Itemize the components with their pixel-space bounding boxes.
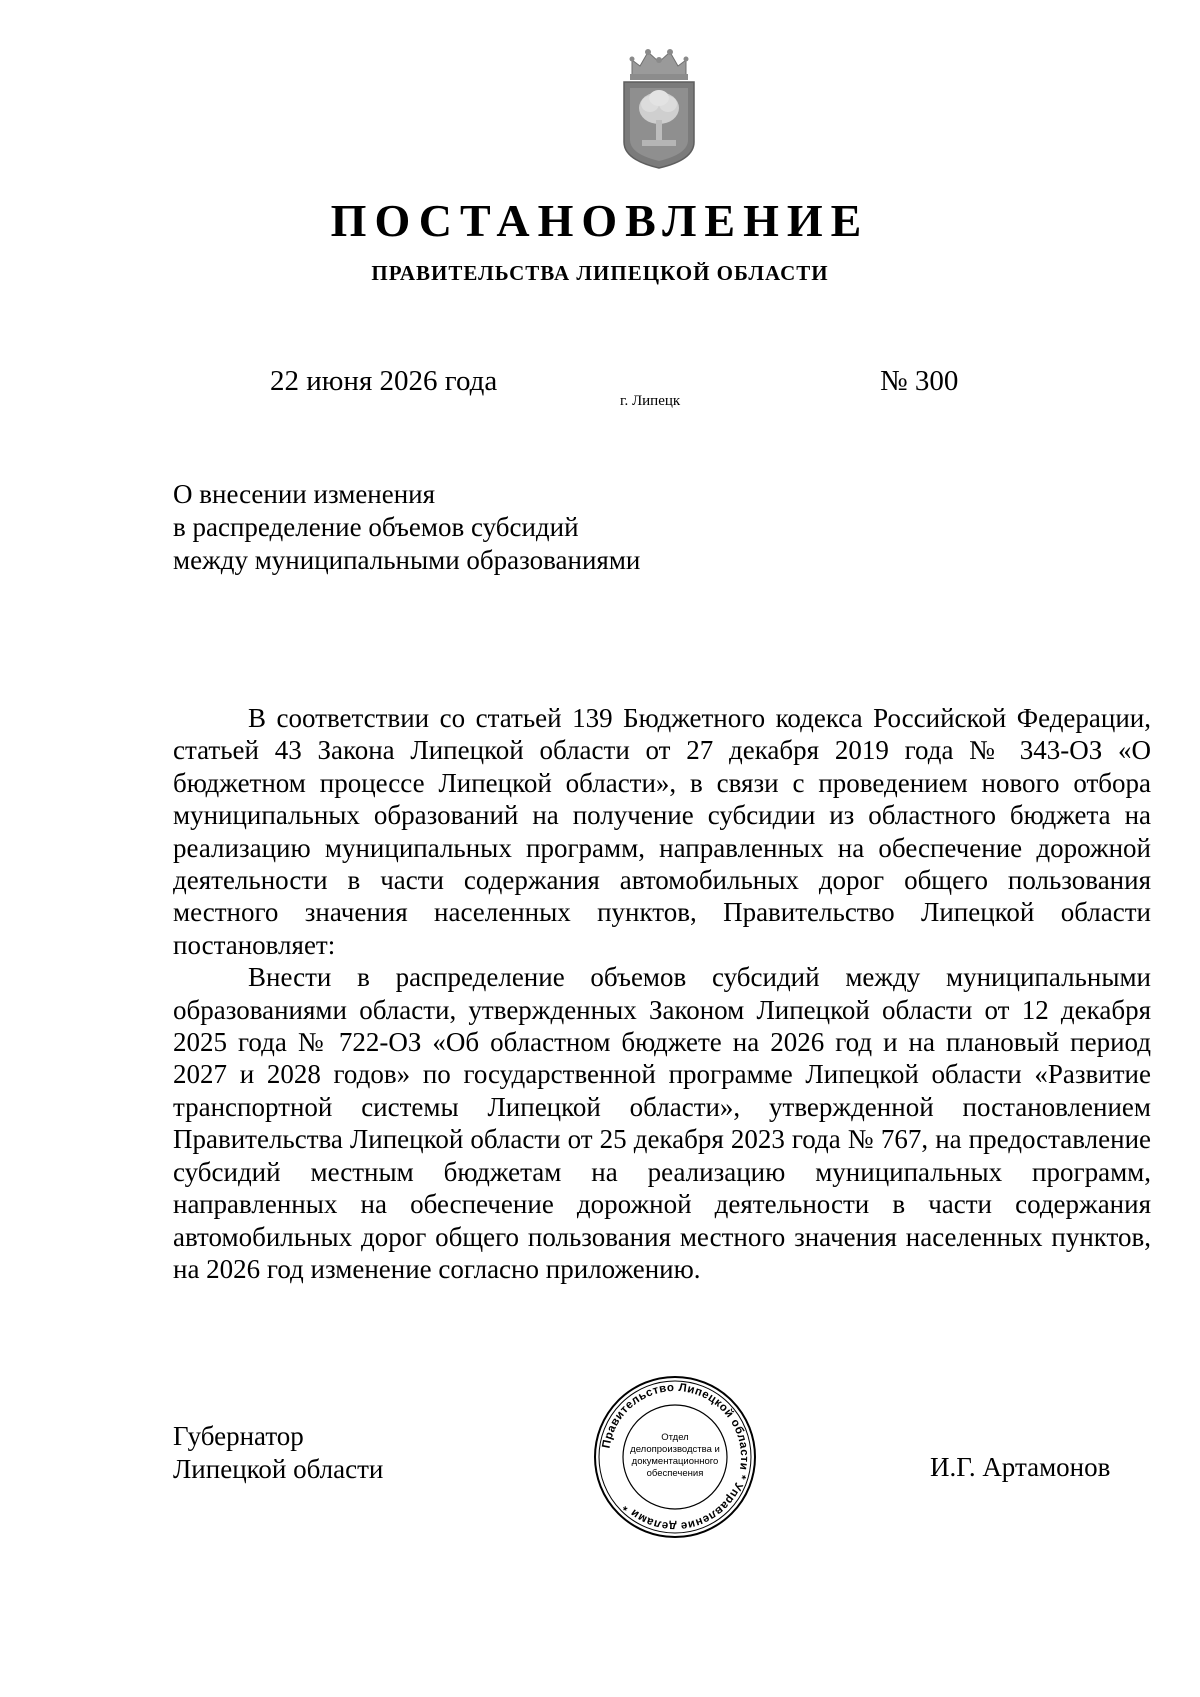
- document-number: № 300: [880, 365, 959, 397]
- svg-text:Отдел: Отдел: [661, 1432, 689, 1443]
- coat-of-arms-emblem: [618, 46, 700, 170]
- subject-line: между муниципальными образованиями: [173, 545, 641, 575]
- subject-line: О внесении изменения: [173, 479, 436, 509]
- document-subject: [173, 478, 640, 577]
- svg-text:документационного: документационного: [631, 1456, 719, 1467]
- document-title: ПОСТАНОВЛЕНИЕ: [330, 195, 870, 246]
- office-stamp: [590, 1372, 760, 1542]
- signatory-name: И.Г. Артамонов: [930, 1452, 1111, 1482]
- svg-text:делопроизводства и: делопроизводства и: [630, 1444, 720, 1455]
- document-date: 22 июня 2026 года: [270, 365, 498, 397]
- subject-line: в распределение объемов субсидий: [173, 512, 579, 542]
- body-paragraph: В соответствии со статьей 139 Бюджетного кодекса Российской Федерации, статьей 43 Закона Липецкой области от 27 декабря 2019 года № 343-ОЗ «О бюджетном процессе Липецкой области», в связи с проведением нового отбора муниципальных образований на получение субсидии из областного бюджета на реализацию муниципальных программ, направленных на обеспечение дорожной деятельности в части содержания автомобильных дорог общего пользования местного значения населенных пунктов, Правительство Липецкой области постановляет:: [173, 703, 1151, 960]
- signatory-position-line: Липецкой области: [173, 1454, 384, 1484]
- document-body: [173, 702, 1151, 1285]
- signatory-position: [173, 1420, 383, 1486]
- svg-text:обеспечения: обеспечения: [646, 1468, 704, 1479]
- body-paragraph: Внести в распределение объемов субсидий между муниципальными образованиями области, утвержденных Законом Липецкой области от 12 декабря 2025 года № 722-ОЗ «Об областном бюджете на 2026 год и на плановый период 2027 и 2028 годов» по государственной программе Липецкой области «Развитие транспортной системы Липецкой области», утвержденной постановлением Правительства Липецкой области от 25 декабря 2023 года № 767, на предоставление субсидий местным бюджетам на реализацию муниципальных программ, направленных на обеспечение дорожной деятельности в части содержания автомобильных дорог общего пользования местного значения населенных пунктов, на 2026 год изменение согласно приложению.: [173, 962, 1151, 1284]
- svg-text:Правительство Липецкой области: Правительство Липецкой области * Управление делами *: [600, 1381, 751, 1533]
- signatory-position-line: Губернатор: [173, 1421, 304, 1451]
- document-city: г. Липецк: [620, 393, 681, 409]
- document-issuer: ПРАВИТЕЛЬСТВА ЛИПЕЦКОЙ ОБЛАСТИ: [371, 261, 829, 285]
